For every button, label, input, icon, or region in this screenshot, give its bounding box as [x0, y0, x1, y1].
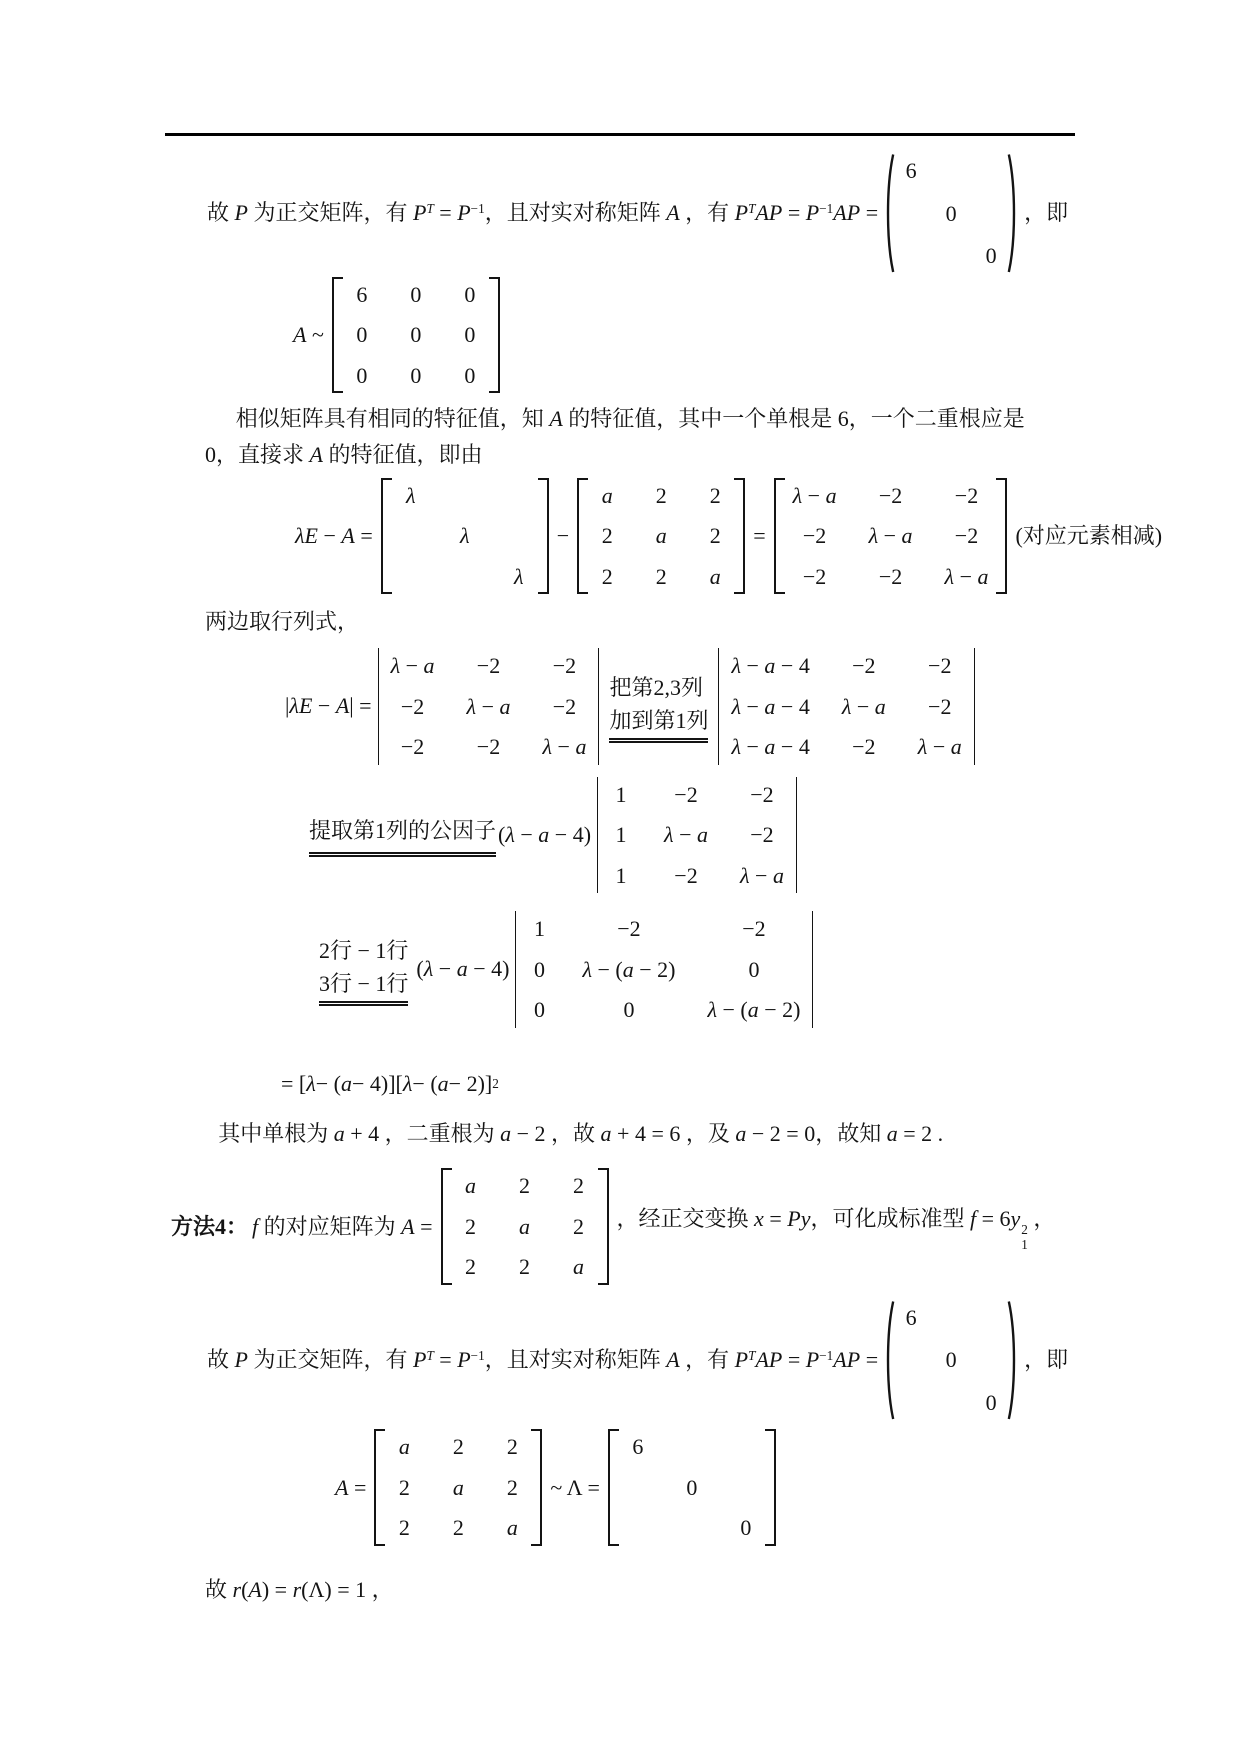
right-bracket-icon: [996, 478, 1007, 595]
determinant-4: [515, 911, 813, 1028]
matrix-cell: 0: [356, 362, 368, 388]
matrix-a600: [332, 277, 500, 394]
left-bracket-icon: [441, 1168, 452, 1285]
matrix-cell: 0: [985, 243, 997, 268]
left-paren-icon: [884, 1299, 895, 1422]
common-factor: (λ − a − 4): [416, 956, 510, 982]
matrix-cell: 2: [465, 1254, 477, 1280]
method-4-pre: f 的对应矩阵为 A =: [252, 1213, 433, 1239]
determinant-4-grid: [528, 915, 800, 1024]
row-op-bottom: 3行 − 1行: [319, 967, 408, 1006]
matrix-cell: 2: [519, 1254, 531, 1280]
matrix-cell: 1: [615, 822, 627, 848]
matrix-cell: λ: [460, 523, 470, 549]
determinant-2: [718, 648, 974, 765]
left-bracket-icon: [577, 478, 588, 595]
roots-conclusion-line: 其中单根为 a + 4 ，二重根为 a − 2 ，故 a + 4 = 6 ，及 a − 2 = 0，故知 a = 2 .: [218, 1121, 944, 1147]
matrix-cell: −2: [400, 693, 425, 719]
matrix-a: [577, 478, 745, 595]
matrix-cell: λ − (a − 2): [707, 997, 801, 1023]
det-lhs: |λE − A| =: [285, 693, 372, 719]
factored-result-equation: = [ λ − ( a − 4)][ λ − ( a − 2)] 2: [281, 1070, 499, 1096]
matrix-cell: a: [452, 1474, 464, 1500]
determinant-3: [597, 777, 797, 894]
column-op-bottom: 加到第1列: [609, 704, 708, 743]
matrix-cell: 2: [709, 523, 721, 549]
matrix-cell: 2: [452, 1515, 464, 1541]
diagonal-matrix-grid: [895, 1299, 1007, 1422]
take-determinant-line: 两边取行列式，: [205, 609, 360, 635]
matrix-cell: −2: [674, 862, 698, 888]
matrix-cell: 0: [356, 322, 368, 347]
matrix-cell: −2: [750, 822, 774, 848]
left-bracket-icon: [774, 478, 785, 595]
right-bracket-icon: [489, 277, 500, 394]
matrix-cell: 1: [615, 781, 627, 807]
method-4-label: 方法4：: [171, 1213, 249, 1239]
matrix-cell: λ − (a − 2): [582, 956, 676, 982]
matrix-cell: λ − a − 4: [731, 693, 810, 719]
right-bracket-icon: [598, 1168, 609, 1285]
row-operation-label: [319, 934, 408, 1006]
matrix-cell: λ − a: [868, 523, 913, 549]
extract-factor-label: 提取第1列的公因子: [309, 813, 496, 856]
matrix-cell: −2: [617, 916, 641, 942]
matrix-cell: 0: [533, 956, 545, 982]
matrix-cell: a: [398, 1434, 410, 1460]
matrix-cell: −2: [742, 916, 766, 942]
determinant-1: [378, 648, 600, 765]
matrix-cell: −2: [852, 734, 876, 760]
left-bracket-icon: [332, 277, 343, 394]
matrix-cell: 2: [655, 482, 667, 508]
matrix-cell: λ − a: [792, 482, 837, 508]
a-sim-text: A ~: [293, 321, 324, 347]
matrix-lam-minus-a: [774, 478, 1008, 595]
matrix-cell: 2: [655, 563, 667, 589]
matrix-cell: 2: [506, 1474, 518, 1500]
row-op-top: 2行 − 1行: [319, 937, 409, 963]
minus-sign: −: [556, 522, 570, 548]
matrix-cell: λ − a − 4: [731, 653, 810, 679]
matrix-cell: 2: [573, 1173, 585, 1199]
matrix-cell: 2: [709, 482, 721, 508]
right-bracket-icon: [734, 478, 745, 595]
matrix-cap-lambda-grid: [627, 1429, 757, 1546]
matrix-cell: 2: [398, 1474, 410, 1500]
determinant-3-grid: [610, 781, 784, 890]
similar-matrix-line-2: 0，直接求 A 的特征值，即由: [205, 442, 483, 468]
matrix-cell: 0: [945, 200, 957, 226]
orth-pre-text: 故 P 为正交矩阵，有 $P^T = P^{-1}$，且对实对称矩阵 A ，有 $P^TAP = P^{-1}AP$ =: [207, 200, 879, 226]
matrix-cell: 2: [519, 1173, 531, 1199]
matrix-cell: −2: [802, 523, 827, 549]
matrix-cell: λ − a: [542, 734, 587, 760]
final-similarity-equation: [333, 1429, 1078, 1546]
matrix-cap-lambda: [608, 1429, 776, 1546]
matrix-cell: 2: [452, 1434, 464, 1460]
matrix-a: [374, 1429, 542, 1546]
matrix-cell: λ − a: [466, 693, 511, 719]
matrix-cell: 6: [905, 1304, 917, 1330]
matrix-cell: 0: [464, 362, 476, 388]
matrix-a600-grid: [351, 277, 481, 394]
rank-conclusion-line: 故 r(A) = r(Λ) = 1 ，: [205, 1576, 394, 1602]
final-pre: A =: [335, 1474, 367, 1500]
matrix-cell: 0: [410, 322, 422, 347]
left-bracket-icon: [381, 478, 392, 595]
matrix-lambda-diag: [381, 478, 549, 595]
header-rule: [165, 133, 1075, 136]
common-factor: (λ − a − 4): [498, 821, 592, 847]
matrix-cell: λ: [514, 563, 524, 589]
matrix-cell: a: [506, 1515, 518, 1541]
matrix-cell: λ − a − 4: [731, 734, 810, 760]
matrix-cell: −2: [954, 482, 979, 508]
row-operation-step: [313, 911, 1078, 1028]
matrix-a-grid: [393, 1429, 523, 1546]
matrix-cell: −2: [552, 693, 577, 719]
matrix-cell: 6: [356, 281, 368, 307]
determinant-2-grid: [731, 652, 961, 761]
orth-post-text: ，即: [1024, 200, 1069, 226]
matrix-cell: 6: [905, 158, 917, 183]
diagonal-matrix-paren-2: [884, 1299, 1018, 1422]
matrix-cell: 0: [748, 956, 760, 982]
equals-sign: =: [753, 522, 766, 548]
matrix-cell: λ − a: [664, 822, 708, 848]
matrix-cell: 0: [945, 1347, 957, 1373]
matrix-cell: λ − a: [841, 693, 886, 719]
matrix-lam-minus-a-grid: [793, 478, 989, 595]
matrix-a: [441, 1168, 609, 1285]
column-op-top: 把第2,3列: [609, 674, 703, 700]
matrix-cell: a: [573, 1254, 585, 1280]
similar-matrix-line-1: 相似矩阵具有相同的特征值，知 A 的特征值，其中一个单根是 6，一个二重根应是: [235, 406, 1025, 431]
similar-matrix-paragraph: [205, 401, 1083, 474]
matrix-cell: 2: [465, 1213, 477, 1239]
matrix-cell: 2: [601, 563, 613, 589]
matrix-cell: 0: [686, 1474, 698, 1500]
matrix-cell: a: [465, 1173, 477, 1199]
matrix-cell: 1: [533, 916, 545, 942]
matrix-cell: 2: [573, 1213, 585, 1239]
right-bracket-icon: [531, 1429, 542, 1546]
matrix-cell: 0: [464, 281, 476, 307]
matrix-cell: 0: [623, 997, 635, 1023]
matrix-cell: −2: [552, 653, 577, 679]
matrix-cell: −2: [674, 781, 698, 807]
matrix-cell: λ − a: [390, 653, 435, 679]
method-4-post: ，经正交变换 x = Py，可化成标准型 f = 6y 2 1 ，: [616, 1206, 1056, 1252]
matrix-lambda-diag-grid: [400, 478, 530, 595]
matrix-cell: a: [655, 523, 667, 549]
orth-post-text: ，即: [1024, 1347, 1069, 1373]
matrix-cell: 6: [632, 1434, 644, 1460]
diagonal-matrix-paren-1: [884, 152, 1018, 275]
char-matrix-equation: [293, 478, 1163, 595]
matrix-cell: −2: [852, 653, 876, 679]
matrix-a-grid: [596, 478, 726, 595]
matrix-cell: −2: [476, 653, 501, 679]
matrix-cell: 1: [615, 862, 627, 888]
matrix-a-grid: [460, 1168, 590, 1285]
lEA-lhs: λE − A =: [295, 522, 373, 548]
extract-factor-step: [309, 777, 1078, 894]
right-paren-icon: [1007, 1299, 1018, 1422]
matrix-cell: 0: [464, 322, 476, 347]
matrix-cell: −2: [802, 563, 827, 589]
right-bracket-icon: [538, 478, 549, 595]
matrix-cell: 0: [740, 1515, 752, 1541]
matrix-cell: 0: [410, 362, 422, 388]
element-subtract-note: (对应元素相减): [1015, 522, 1163, 548]
matrix-cell: λ − a: [917, 734, 962, 760]
matrix-cell: a: [519, 1213, 531, 1239]
orth-pre-text: 故 P 为正交矩阵，有 $P^T = P^{-1}$，且对实对称矩阵 A ，有 $P^TAP = P^{-1}AP$ =: [207, 1347, 879, 1373]
method-4-paragraph: [169, 1168, 1078, 1285]
column-operation-label: [609, 671, 708, 743]
final-mid: ~ Λ =: [550, 1474, 600, 1500]
determinant-equation: [283, 648, 1078, 765]
matrix-cell: 0: [533, 997, 545, 1023]
matrix-cell: −2: [878, 482, 903, 508]
orthogonal-matrix-line-1: [205, 152, 1078, 275]
matrix-cell: 0: [410, 281, 422, 307]
matrix-cell: −2: [928, 653, 952, 679]
matrix-cell: 2: [601, 523, 613, 549]
orthogonal-matrix-line-2: [205, 1299, 1078, 1422]
matrix-cell: −2: [954, 523, 979, 549]
page-content: [165, 152, 1163, 1608]
left-bracket-icon: [374, 1429, 385, 1546]
right-paren-icon: [1007, 152, 1018, 275]
right-bracket-icon: [765, 1429, 776, 1546]
matrix-cell: a: [601, 482, 613, 508]
matrix-cell: −2: [878, 563, 903, 589]
matrix-cell: −2: [928, 693, 952, 719]
left-bracket-icon: [608, 1429, 619, 1546]
matrix-cell: −2: [400, 734, 425, 760]
matrix-cell: λ − a: [944, 563, 989, 589]
matrix-cell: −2: [750, 781, 774, 807]
matrix-cell: 0: [985, 1389, 997, 1415]
left-paren-icon: [884, 152, 895, 275]
matrix-cell: a: [709, 563, 721, 589]
matrix-cell: λ: [406, 482, 416, 508]
matrix-cell: −2: [476, 734, 501, 760]
matrix-cell: 2: [398, 1515, 410, 1541]
diagonal-matrix-grid: [895, 152, 1007, 275]
determinant-1-grid: [391, 652, 587, 761]
matrix-cell: λ − a: [739, 862, 784, 888]
similarity-equation: [291, 277, 1078, 394]
matrix-cell: 2: [506, 1434, 518, 1460]
